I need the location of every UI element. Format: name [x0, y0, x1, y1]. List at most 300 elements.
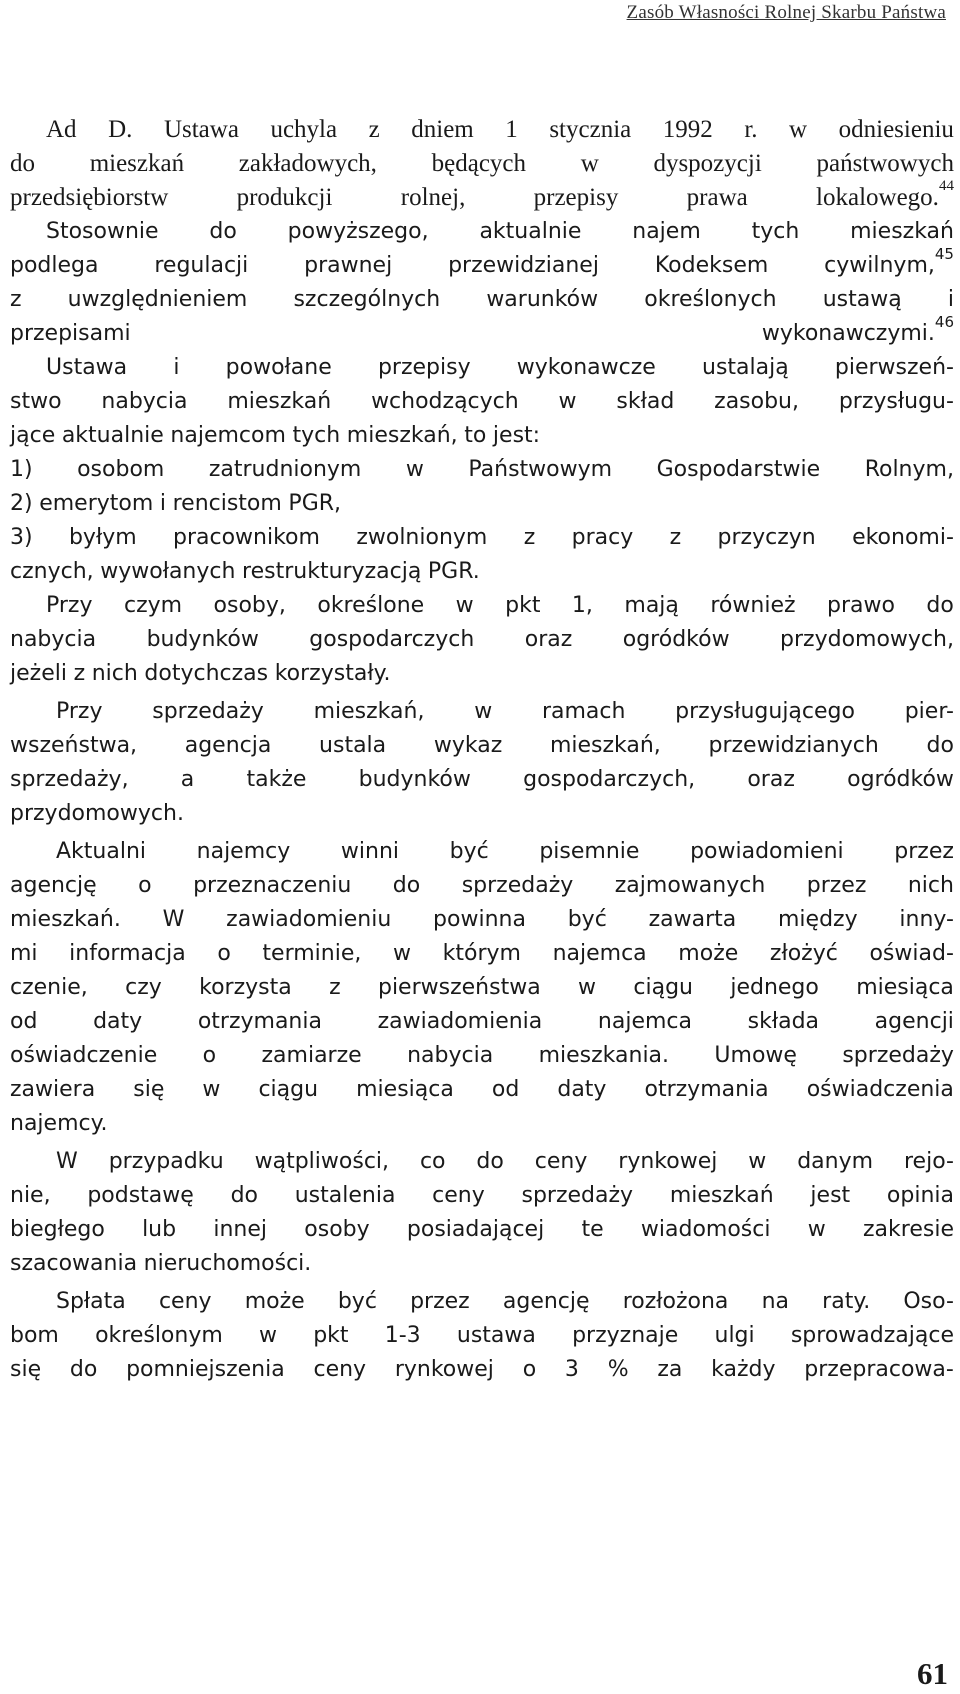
word: przypadku	[108, 1149, 224, 1174]
word: ustawa	[456, 1323, 536, 1348]
word: od	[491, 1077, 520, 1102]
word: ekonomi-	[852, 525, 954, 550]
word: w	[202, 1077, 221, 1102]
word: z	[523, 525, 536, 550]
word: z	[10, 287, 22, 312]
word: byłym	[68, 525, 137, 550]
word: winni	[340, 839, 399, 864]
text-line	[10, 729, 954, 763]
word: przysługującego	[675, 699, 855, 724]
word: cywilnym,$^{45}$	[824, 245, 954, 278]
word: każdy	[711, 1357, 776, 1382]
word: PGR.	[427, 559, 480, 584]
word: 1	[505, 116, 518, 143]
word: stwo	[10, 389, 62, 414]
word: przydomowych.	[10, 801, 184, 826]
word: bom	[10, 1323, 59, 1348]
word: do	[10, 150, 35, 177]
word: 1)	[10, 457, 33, 482]
word: również	[710, 593, 796, 618]
text-line	[10, 215, 954, 249]
word: powołane	[225, 355, 332, 380]
word: najemca	[597, 1009, 692, 1034]
word: aktualnie	[479, 219, 582, 244]
word: ciągu	[633, 975, 693, 1000]
word: ceny	[313, 1357, 367, 1382]
word: wykonawczymi.$^{46}$	[761, 313, 954, 346]
word: uwzględnieniem	[67, 287, 248, 312]
word: na	[761, 1289, 790, 1314]
word: pkt	[313, 1323, 349, 1348]
word: pier-	[904, 699, 954, 724]
word: czy	[125, 975, 162, 1000]
word: mieszkań	[669, 1183, 774, 1208]
word: mieszkań.	[10, 907, 121, 932]
word: rozłożona	[622, 1289, 729, 1314]
word: z	[669, 525, 682, 550]
word: lokalowego.$^{44}$	[816, 178, 954, 211]
word: do	[230, 1183, 258, 1208]
word: przewidzianej	[448, 253, 599, 278]
text-line	[10, 695, 954, 729]
word: ustala	[319, 733, 387, 758]
word: do	[476, 1149, 504, 1174]
word: pracy	[571, 525, 634, 550]
word: w	[393, 941, 411, 966]
word: mieszkań	[89, 150, 185, 177]
text-line	[10, 1039, 954, 1073]
word: między	[778, 907, 858, 932]
word: ciągu	[258, 1077, 319, 1102]
word: powyższego,	[287, 219, 429, 244]
word: w	[578, 975, 597, 1000]
word: biegłego	[10, 1217, 105, 1242]
word: miesiąca	[356, 1077, 454, 1102]
word: zajmowanych	[614, 873, 766, 898]
text-line	[10, 1247, 954, 1281]
text-line	[10, 113, 954, 147]
word: wszeństwa,	[10, 733, 138, 758]
word: regulacji	[154, 253, 249, 278]
word: ceny	[432, 1183, 485, 1208]
word: ogródków	[847, 767, 954, 792]
word: powiadomieni	[690, 839, 844, 864]
word: zasobu,	[714, 389, 799, 414]
word: z	[368, 116, 380, 143]
word: gospodarczych	[309, 627, 475, 652]
text-line	[10, 1319, 954, 1353]
page-number: 61	[917, 1656, 948, 1691]
word: pierwszeń-	[834, 355, 954, 380]
word: o	[217, 941, 231, 966]
text-line	[10, 1285, 954, 1319]
word: zawiadomieniu	[226, 907, 392, 932]
word: osoby,	[213, 593, 286, 618]
text-line	[10, 1213, 954, 1247]
word: mieszkań,	[549, 733, 661, 758]
word: W	[162, 907, 185, 932]
text-line	[10, 351, 954, 385]
word: przyznaje	[572, 1323, 679, 1348]
word: prawa	[686, 184, 748, 211]
word: wiadomości	[640, 1217, 771, 1242]
word: agencja	[184, 733, 272, 758]
word: nich	[907, 873, 954, 898]
word: 1-3	[384, 1323, 421, 1348]
word: podstawę	[87, 1183, 194, 1208]
word: o	[138, 873, 152, 898]
word: nich	[91, 661, 138, 686]
word: agencji	[874, 1009, 954, 1034]
word: daty	[93, 1009, 143, 1034]
word: i	[173, 355, 180, 380]
text-line	[10, 657, 954, 691]
word: w	[405, 457, 424, 482]
footnote-reference: 45	[934, 245, 954, 263]
document-body	[10, 113, 954, 1387]
word: i	[947, 287, 954, 312]
word: sprzedaży,	[10, 767, 129, 792]
word: w	[807, 1217, 826, 1242]
word: podlega	[10, 253, 99, 278]
word: stycznia	[549, 116, 632, 143]
word: także	[246, 767, 307, 792]
word: Ad	[46, 116, 77, 143]
word: oświadczenia	[806, 1077, 954, 1102]
word: w	[789, 116, 808, 143]
word: aktualnie	[61, 423, 164, 448]
text-line	[10, 178, 954, 215]
word: mieszkań,	[313, 699, 425, 724]
word: ramach	[541, 699, 626, 724]
word: zamiarze	[261, 1043, 362, 1068]
word: lub	[142, 1217, 177, 1242]
word: zawiadomienia	[377, 1009, 543, 1034]
word: Ustawa	[46, 355, 128, 380]
word: być	[449, 839, 489, 864]
word: w	[580, 150, 599, 177]
word: co	[419, 1149, 446, 1174]
word: określonych	[644, 287, 777, 312]
word: innej	[213, 1217, 268, 1242]
text-line	[10, 1107, 954, 1141]
word: czym	[123, 593, 183, 618]
text-line	[10, 419, 954, 453]
word: w	[455, 593, 474, 618]
word: dyspozycji	[653, 150, 762, 177]
word: do	[926, 733, 954, 758]
word: uchyla	[270, 116, 338, 143]
word: ulgi	[714, 1323, 755, 1348]
word: jące	[10, 423, 56, 448]
word: tych	[751, 219, 800, 244]
word: osoby	[304, 1217, 370, 1242]
word: ceny	[534, 1149, 588, 1174]
word: raty.	[822, 1289, 871, 1314]
word: przysługu-	[838, 389, 954, 414]
word: do	[926, 593, 954, 618]
word: Rolnym,	[864, 457, 954, 482]
word: przepisy	[377, 355, 471, 380]
word: do	[209, 219, 237, 244]
word: terminie,	[262, 941, 362, 966]
word: sprzedaży	[521, 1183, 634, 1208]
word: dotychczas	[144, 661, 269, 686]
word: rolnej,	[400, 184, 466, 211]
word: mieszkań	[850, 219, 954, 244]
word: przewidzianych	[708, 733, 879, 758]
word: Ustawa	[163, 116, 239, 143]
word: pierwszeństwa	[377, 975, 541, 1000]
word: jeżeli	[10, 661, 67, 686]
text-line	[10, 763, 954, 797]
word: pisemnie	[539, 839, 640, 864]
word: może	[244, 1289, 305, 1314]
word: pomniejszenia	[126, 1357, 285, 1382]
word: ceny	[158, 1289, 212, 1314]
word: będących	[431, 150, 527, 177]
word: osobom	[77, 457, 165, 482]
text-line	[10, 1005, 954, 1039]
text-line	[10, 487, 954, 521]
word: produkcji	[236, 184, 333, 211]
word: w	[474, 699, 493, 724]
word: od	[10, 1009, 38, 1034]
word: z	[73, 661, 86, 686]
word: skład	[616, 389, 675, 414]
word: czenie,	[10, 975, 88, 1000]
word: prawnej	[304, 253, 393, 278]
word: rynkowej	[394, 1357, 494, 1382]
word: PGR,	[288, 491, 342, 516]
text-line	[10, 453, 954, 487]
word: z	[329, 975, 341, 1000]
text-line	[10, 1145, 954, 1179]
word: 3	[564, 1357, 579, 1382]
word: o	[522, 1357, 537, 1382]
word: zawiera	[10, 1077, 96, 1102]
word: przyczyn	[717, 525, 816, 550]
word: przeznaczeniu	[193, 873, 352, 898]
word: agencję	[502, 1289, 590, 1314]
word: Kodeksem	[654, 253, 769, 278]
word: oraz	[747, 767, 795, 792]
word: przez	[806, 873, 867, 898]
text-line	[10, 1179, 954, 1213]
word: w	[558, 389, 577, 414]
word: mieszkań	[227, 389, 332, 414]
word: wykaz	[433, 733, 503, 758]
word: Gospodarstwie	[656, 457, 821, 482]
word: tych	[292, 423, 341, 448]
word: zakresie	[863, 1217, 954, 1242]
footnote-reference: 44	[938, 178, 954, 194]
word: nie,	[10, 1183, 51, 1208]
word: najemcy	[196, 839, 291, 864]
word: do	[392, 873, 421, 898]
word: złożyć	[769, 941, 838, 966]
word: wykonawcze	[516, 355, 656, 380]
word: a	[180, 767, 195, 792]
word: wątpliwości,	[254, 1149, 390, 1174]
text-line	[10, 1353, 954, 1387]
text-line	[10, 903, 954, 937]
text-line	[10, 623, 954, 657]
text-line	[10, 245, 954, 283]
word: składa	[747, 1009, 820, 1034]
word: i	[159, 491, 166, 516]
word: sprzedaży	[152, 699, 264, 724]
word: W	[56, 1149, 78, 1174]
text-line	[10, 589, 954, 623]
word: o	[202, 1043, 217, 1068]
word: wchodzących	[371, 389, 519, 414]
word: mają	[624, 593, 679, 618]
word: przepisy	[533, 184, 619, 211]
word: sprowadzające	[790, 1323, 954, 1348]
word: określonym	[95, 1323, 223, 1348]
word: Państwowym	[468, 457, 613, 482]
word: ustalają	[702, 355, 789, 380]
word: inny-	[899, 907, 954, 932]
text-line	[10, 385, 954, 419]
word: nabycia	[10, 627, 97, 652]
word: przedsiębiorstw	[10, 184, 169, 211]
word: przepisami	[10, 321, 131, 346]
word: się	[133, 1077, 165, 1102]
word: 1992	[662, 116, 713, 143]
word: przepracowa-	[804, 1357, 954, 1382]
word: za	[657, 1357, 683, 1382]
word: odniesieniu	[838, 116, 954, 143]
word: zakładowych,	[238, 150, 377, 177]
word: rynkowej	[618, 1149, 718, 1174]
word: najem	[632, 219, 701, 244]
word: w	[748, 1149, 767, 1174]
word: korzysta	[199, 975, 292, 1000]
word: najemcy.	[10, 1111, 108, 1136]
word: zwolnionym	[356, 525, 488, 550]
word: powinna	[433, 907, 526, 932]
word: najemcom	[170, 423, 286, 448]
word: mi	[10, 941, 38, 966]
word: państwowych	[816, 150, 954, 177]
word: D.	[108, 116, 133, 143]
text-line	[10, 835, 954, 869]
text-line	[10, 797, 954, 831]
word: Stosownie	[46, 219, 159, 244]
word: ogródków	[622, 627, 730, 652]
word: daty	[557, 1077, 607, 1102]
word: otrzymania	[644, 1077, 769, 1102]
word: gospodarczych,	[523, 767, 696, 792]
word: Przy	[46, 593, 93, 618]
word: którym	[442, 941, 521, 966]
word: szacowania	[10, 1251, 138, 1276]
footnote-reference: 46	[934, 313, 954, 331]
word: %	[607, 1357, 629, 1382]
text-line	[10, 283, 954, 317]
word: danym	[797, 1149, 874, 1174]
word: rejo-	[903, 1149, 954, 1174]
word: rencistom	[172, 491, 282, 516]
word: prawo	[827, 593, 895, 618]
word: r.	[744, 116, 758, 143]
word: otrzymania	[197, 1009, 322, 1034]
word: jest:	[492, 423, 541, 448]
word: jest	[810, 1183, 851, 1208]
word: mieszkań,	[346, 423, 458, 448]
word: Przy	[56, 699, 103, 724]
text-line	[10, 555, 954, 589]
word: posiadającej	[406, 1217, 545, 1242]
word: oraz	[524, 627, 573, 652]
word: przydomowych,	[780, 627, 954, 652]
word: budynków	[358, 767, 471, 792]
word: emerytom	[39, 491, 154, 516]
word: oświadczenie	[10, 1043, 158, 1068]
word: pkt	[505, 593, 541, 618]
word: korzystały.	[274, 661, 391, 686]
text-line	[10, 521, 954, 555]
word: pracownikom	[173, 525, 320, 550]
word: opinia	[886, 1183, 954, 1208]
word: informacja	[69, 941, 186, 966]
word: Aktualni	[56, 839, 147, 864]
word: się	[10, 1357, 42, 1382]
word: to	[464, 423, 487, 448]
word: być	[567, 907, 607, 932]
word: sprzedaży	[461, 873, 574, 898]
word: restrukturyzacją	[242, 559, 422, 584]
text-line	[10, 937, 954, 971]
word: 1,	[571, 593, 593, 618]
word: 3)	[10, 525, 33, 550]
word: Spłata	[56, 1289, 126, 1314]
word: jednego	[730, 975, 819, 1000]
word: Umowę	[714, 1043, 797, 1068]
word: określone	[317, 593, 425, 618]
word: być	[337, 1289, 377, 1314]
word: nabycia	[101, 389, 188, 414]
word: miesiąca	[856, 975, 954, 1000]
word: te	[581, 1217, 604, 1242]
word: agencję	[10, 873, 97, 898]
word: przez	[410, 1289, 470, 1314]
word: przez	[894, 839, 954, 864]
word: sprzedaży	[842, 1043, 954, 1068]
word: ustalenia	[294, 1183, 396, 1208]
text-line	[10, 869, 954, 903]
word: nieruchomości.	[143, 1251, 312, 1276]
text-line	[10, 971, 954, 1005]
word: szczególnych	[293, 287, 441, 312]
word: zatrudnionym	[208, 457, 362, 482]
word: oświad-	[869, 941, 954, 966]
word: budynków	[146, 627, 259, 652]
word: do	[69, 1357, 98, 1382]
text-line	[10, 313, 954, 351]
word: ustawą	[822, 287, 902, 312]
word: może	[678, 941, 739, 966]
word: zawarta	[648, 907, 737, 932]
running-header-title: Zasób Własności Rolnej Skarbu Państwa	[626, 2, 946, 23]
word: Oso-	[903, 1289, 954, 1314]
text-line	[10, 147, 954, 181]
word: dniem	[411, 116, 474, 143]
word: 2)	[10, 491, 33, 516]
word: najemca	[552, 941, 647, 966]
